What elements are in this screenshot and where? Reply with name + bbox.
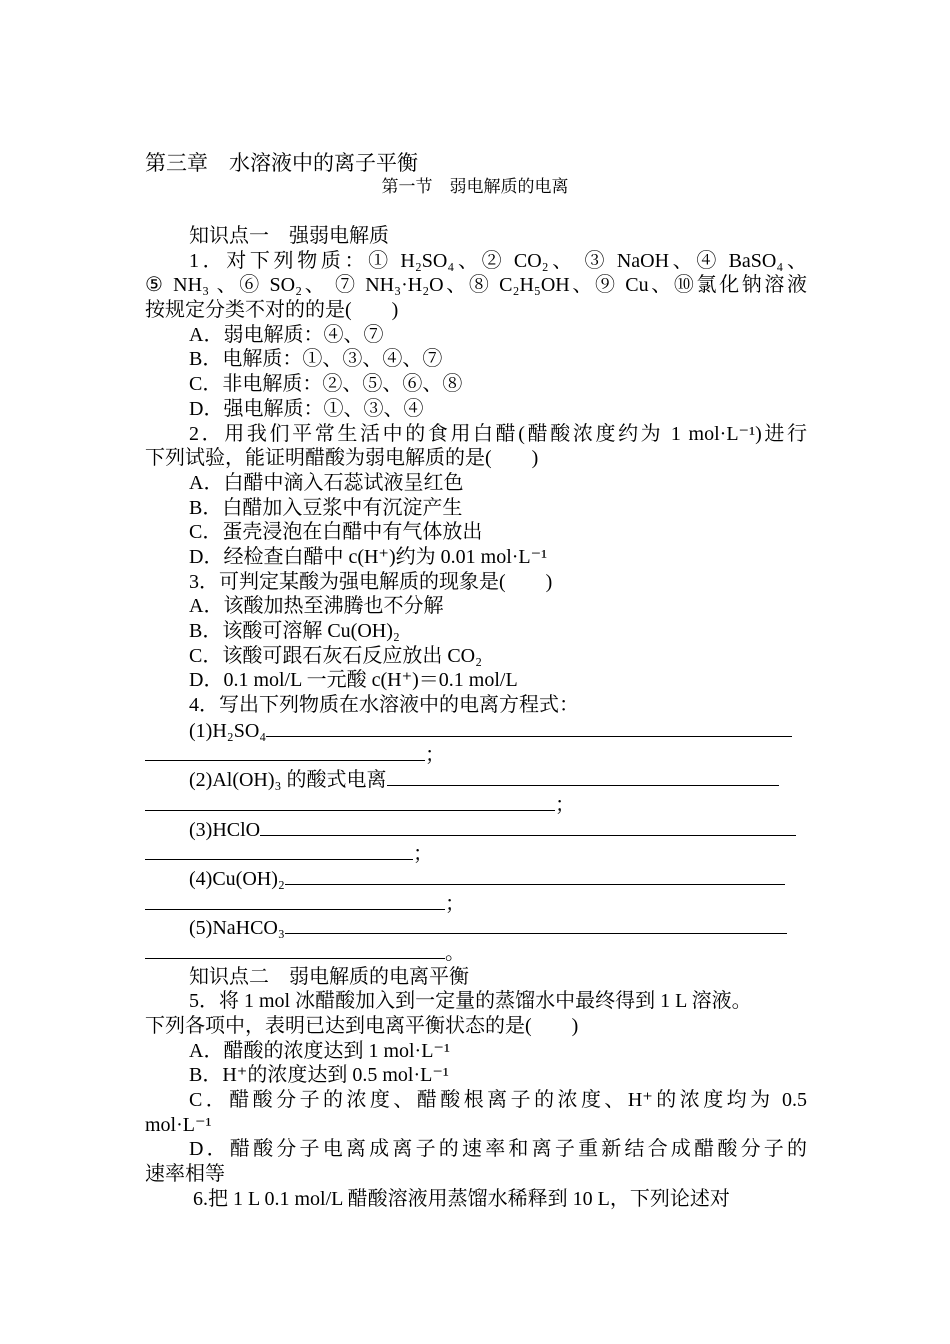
- question-4-item-5-label: (5)NaHCO₃: [189, 917, 285, 940]
- question-4-item-5-cont: [145, 940, 825, 965]
- question-1-line-1: 1．对下列物质：① H₂SO₄、② CO₂、 ③ NaOH、④ BaSO₄、: [189, 249, 807, 272]
- question-1-option-c: C．非电解质：②、⑤、⑥、⑧: [189, 373, 463, 396]
- answer-blank-4b[interactable]: [145, 891, 445, 910]
- answer-blank-1b[interactable]: [145, 742, 425, 761]
- question-4-item-2-cont: [145, 792, 825, 817]
- answer-blank-5a[interactable]: [285, 915, 787, 934]
- answer-blank-5b[interactable]: [145, 940, 445, 959]
- document-body: [145, 224, 825, 1212]
- question-5-option-d-line-2: 速率相等: [145, 1163, 225, 1186]
- question-2-line-2: 下列试验，能证明醋酸为弱电解质的是( ): [145, 447, 539, 470]
- answer-blank-3b[interactable]: [145, 841, 413, 860]
- question-3-option-d: D．0.1 mol/L 一元酸 c(H⁺)＝0.1 mol/L: [189, 669, 518, 692]
- question-4-item-3-label: (3)HClO: [189, 818, 261, 841]
- question-4-item-3-cont: [145, 841, 825, 866]
- question-4-item-1: [145, 718, 825, 743]
- question-4-item-5: [145, 915, 825, 940]
- question-4-item-2: [145, 767, 825, 792]
- answer-blank-2b[interactable]: [145, 792, 555, 811]
- question-5-option-c-line-1: C．醋酸分子的浓度、醋酸根离子的浓度、H⁺的浓度均为 0.5: [189, 1089, 807, 1112]
- question-3-option-a: A．该酸加热至沸腾也不分解: [189, 595, 444, 618]
- question-4-item-1-cont: [145, 742, 825, 767]
- question-5-option-b: B．H⁺的浓度达到 0.5 mol·L⁻¹: [189, 1064, 449, 1087]
- knowledge-point-1-title: 知识点一 强弱电解质: [189, 225, 389, 247]
- question-5-line-2: 下列各项中，表明已达到电离平衡状态的是( ): [145, 1015, 579, 1037]
- question-3-option-c: C．该酸可跟石灰石反应放出 CO₂: [189, 644, 483, 667]
- question-3-stem: 3．可判定某酸为强电解质的现象是( ): [189, 570, 553, 593]
- chapter-title: 第三章 水溶液中的离子平衡: [145, 151, 418, 175]
- answer-blank-4a[interactable]: [285, 866, 785, 885]
- question-1-option-b: B．电解质：①、③、④、⑦: [189, 348, 443, 371]
- question-4-item-4-label: (4)Cu(OH)₂: [189, 867, 285, 890]
- question-4-item-2-end: ；: [555, 793, 575, 816]
- question-2-option-d: D．经检查白醋中 c(H⁺)约为 0.01 mol·L⁻¹: [189, 545, 548, 568]
- answer-blank-3a[interactable]: [260, 817, 796, 836]
- question-2-option-b: B．白醋加入豆浆中有沉淀产生: [189, 496, 463, 519]
- question-2-line-1: 2．用我们平常生活中的食用白醋(醋酸浓度约为 1 mol·L⁻¹)进行: [189, 422, 807, 445]
- question-4-item-4-cont: [145, 891, 825, 916]
- question-4-item-1-end: ；: [425, 744, 445, 767]
- knowledge-point-2-title: 知识点二 弱电解质的电离平衡: [189, 965, 469, 988]
- question-3-option-b: B．该酸可溶解 Cu(OH)₂: [189, 620, 400, 642]
- question-2-option-c: C．蛋壳浸泡在白醋中有气体放出: [189, 521, 483, 544]
- question-2-option-a: A．白醋中滴入石蕊试液呈红色: [189, 471, 464, 494]
- question-4-item-4: [145, 866, 825, 891]
- question-5-line-1: 5．将 1 mol 冰醋酸加入到一定量的蒸馏水中最终得到 1 L 溶液。: [189, 990, 752, 1013]
- question-5-option-c-line-2: mol·L⁻¹: [145, 1113, 212, 1136]
- question-6-line-1: 6.把 1 L 0.1 mol/L 醋酸溶液用蒸馏水稀释到 10 L，下列论述对: [193, 1187, 730, 1210]
- question-5-option-d-line-1: D．醋酸分子电离成离子的速率和离子重新结合成醋酸分子的: [189, 1138, 807, 1161]
- question-5-option-a: A．醋酸的浓度达到 1 mol·L⁻¹: [189, 1039, 450, 1062]
- question-4-item-3: [145, 817, 825, 842]
- question-4-item-4-end: ；: [445, 892, 465, 915]
- question-1-line-2: ⑤ NH₃ 、⑥ SO₂、 ⑦ NH₃·H₂O、⑧ C₂H₅OH、⑨ Cu、⑩氯化钠溶液: [145, 274, 807, 297]
- question-4-item-2-label: (2)Al(OH)₃ 的酸式电离: [189, 769, 387, 792]
- question-1-option-d: D．强电解质：①、③、④: [189, 397, 424, 420]
- question-4-item-3-end: ；: [413, 843, 433, 866]
- question-4-item-5-end: 。: [445, 941, 465, 964]
- question-1-line-3: 按规定分类不对的的是( ): [145, 299, 399, 322]
- answer-blank-1a[interactable]: [266, 718, 792, 737]
- answer-blank-2a[interactable]: [387, 767, 779, 786]
- question-1-option-a: A．弱电解质：④、⑦: [189, 323, 384, 346]
- section-title: 第一节 弱电解质的电离: [381, 177, 569, 196]
- question-4-item-1-label: (1)H₂SO₄: [189, 719, 267, 742]
- question-4-stem: 4．写出下列物质在水溶液中的电离方程式：: [189, 694, 579, 717]
